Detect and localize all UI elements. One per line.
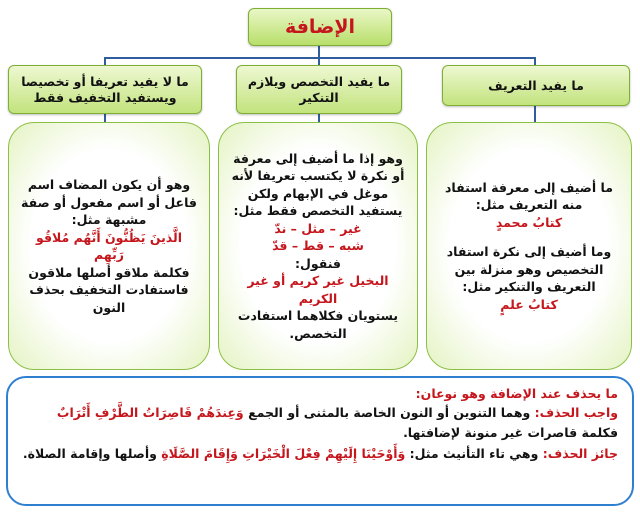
panel-right-line1: ما أضيف إلى معرفة استفاد منه التعريف مثل: xyxy=(445,179,613,213)
panel-left-line1: وهو أن يكون المضاف اسم فاعل أو اسم مفعول أو صفة مشبهة مثل: xyxy=(21,177,197,227)
header-middle xyxy=(236,65,402,114)
panel-right-example2: كتابُ علمٍ xyxy=(500,296,558,312)
header-left xyxy=(8,65,202,114)
connector-right-drop xyxy=(534,57,536,65)
connector-title-vertical xyxy=(318,44,320,58)
panel-right xyxy=(426,122,632,370)
jaiz-paragraph xyxy=(22,444,618,463)
header-right xyxy=(442,65,630,106)
panel-middle-words2: شبه – قط – قدّ xyxy=(272,238,364,254)
jaiz-text2: وأصلها وإقامة الصلاة. xyxy=(22,446,157,462)
wajib-text2: فكلمة قاصرات غير منونة لإضافتها. xyxy=(403,424,618,440)
connector-middle-to-panel xyxy=(318,114,320,122)
panel-middle-line1: وهو إذا ما أضيف إلى معرفة أو نكرة لا يكتسب تعريفا لأنه موغل في الإبهام ولكن يستفيد التخصص فقط مثل: xyxy=(231,150,405,219)
deletion-box xyxy=(6,376,634,506)
connector-horizontal xyxy=(104,57,536,59)
wajib-label: واجب الحذف: xyxy=(534,405,618,421)
wajib-example: وَعِندَهُمْ قَاصِرَاتُ الطَّرْفِ أَتْرَابٌ xyxy=(56,405,244,421)
header-left-text: ما لا يفيد تعريفا أو تخصيصا ويستفيد التخفيف فقط xyxy=(21,73,189,105)
jaiz-example: وَأَوْحَيْنَا إِلَيْهِمْ فِعْلَ الْخَيْرَاتِ وَإِقَامَ الصَّلَاةِ xyxy=(161,446,406,462)
diagram-title xyxy=(248,8,392,46)
panel-left xyxy=(8,122,210,370)
panel-middle-words1: غير – مثل – ندّ xyxy=(274,220,362,236)
header-right-text: ما يفيد التعريف xyxy=(488,77,584,93)
connector-left-to-panel xyxy=(104,114,106,122)
panel-left-line2: فكلمة ملاقو أصلها ملاقون فاستفادت التخفيف بحذف النون xyxy=(28,264,190,315)
panel-middle-example: البخيل غير كريم أو غير الكريم xyxy=(247,273,389,306)
panel-middle xyxy=(218,122,418,370)
panel-middle-line2: فنقول: xyxy=(295,255,341,271)
panel-right-line2: وما أضيف إلى نكرة استفاد التخصيص وهو منزلة بين التعريف والتنكير مثل: xyxy=(446,244,612,295)
panel-left-example: الَّذينَ يَظُنُّونَ أَنَّهُم مُلاقُو رَبِّهِم xyxy=(36,229,182,262)
connector-left-drop xyxy=(104,57,106,65)
deletion-heading: ما يحذف عند الإضافة وهو نوعان: xyxy=(415,386,618,401)
connector-right-to-panel xyxy=(534,106,536,122)
panel-right-example1: كتابُ محمدٍ xyxy=(495,214,563,230)
header-middle-text: ما يفيد التخصص ويلازم التنكير xyxy=(247,73,391,105)
wajib-text: وهما التنوين أو النون الخاصة بالمثنى أو الجمع xyxy=(248,405,531,421)
panel-middle-line3: يستويان فكلاهما استفادت التخصص. xyxy=(237,308,399,341)
wajib-paragraph xyxy=(22,403,618,442)
jaiz-label: جائز الحذف: xyxy=(542,446,618,462)
connector-middle-drop xyxy=(318,57,320,65)
diagram-title-text: الإضافة xyxy=(284,16,356,38)
jaiz-text: وهي تاء التأنيث مثل: xyxy=(409,446,539,462)
